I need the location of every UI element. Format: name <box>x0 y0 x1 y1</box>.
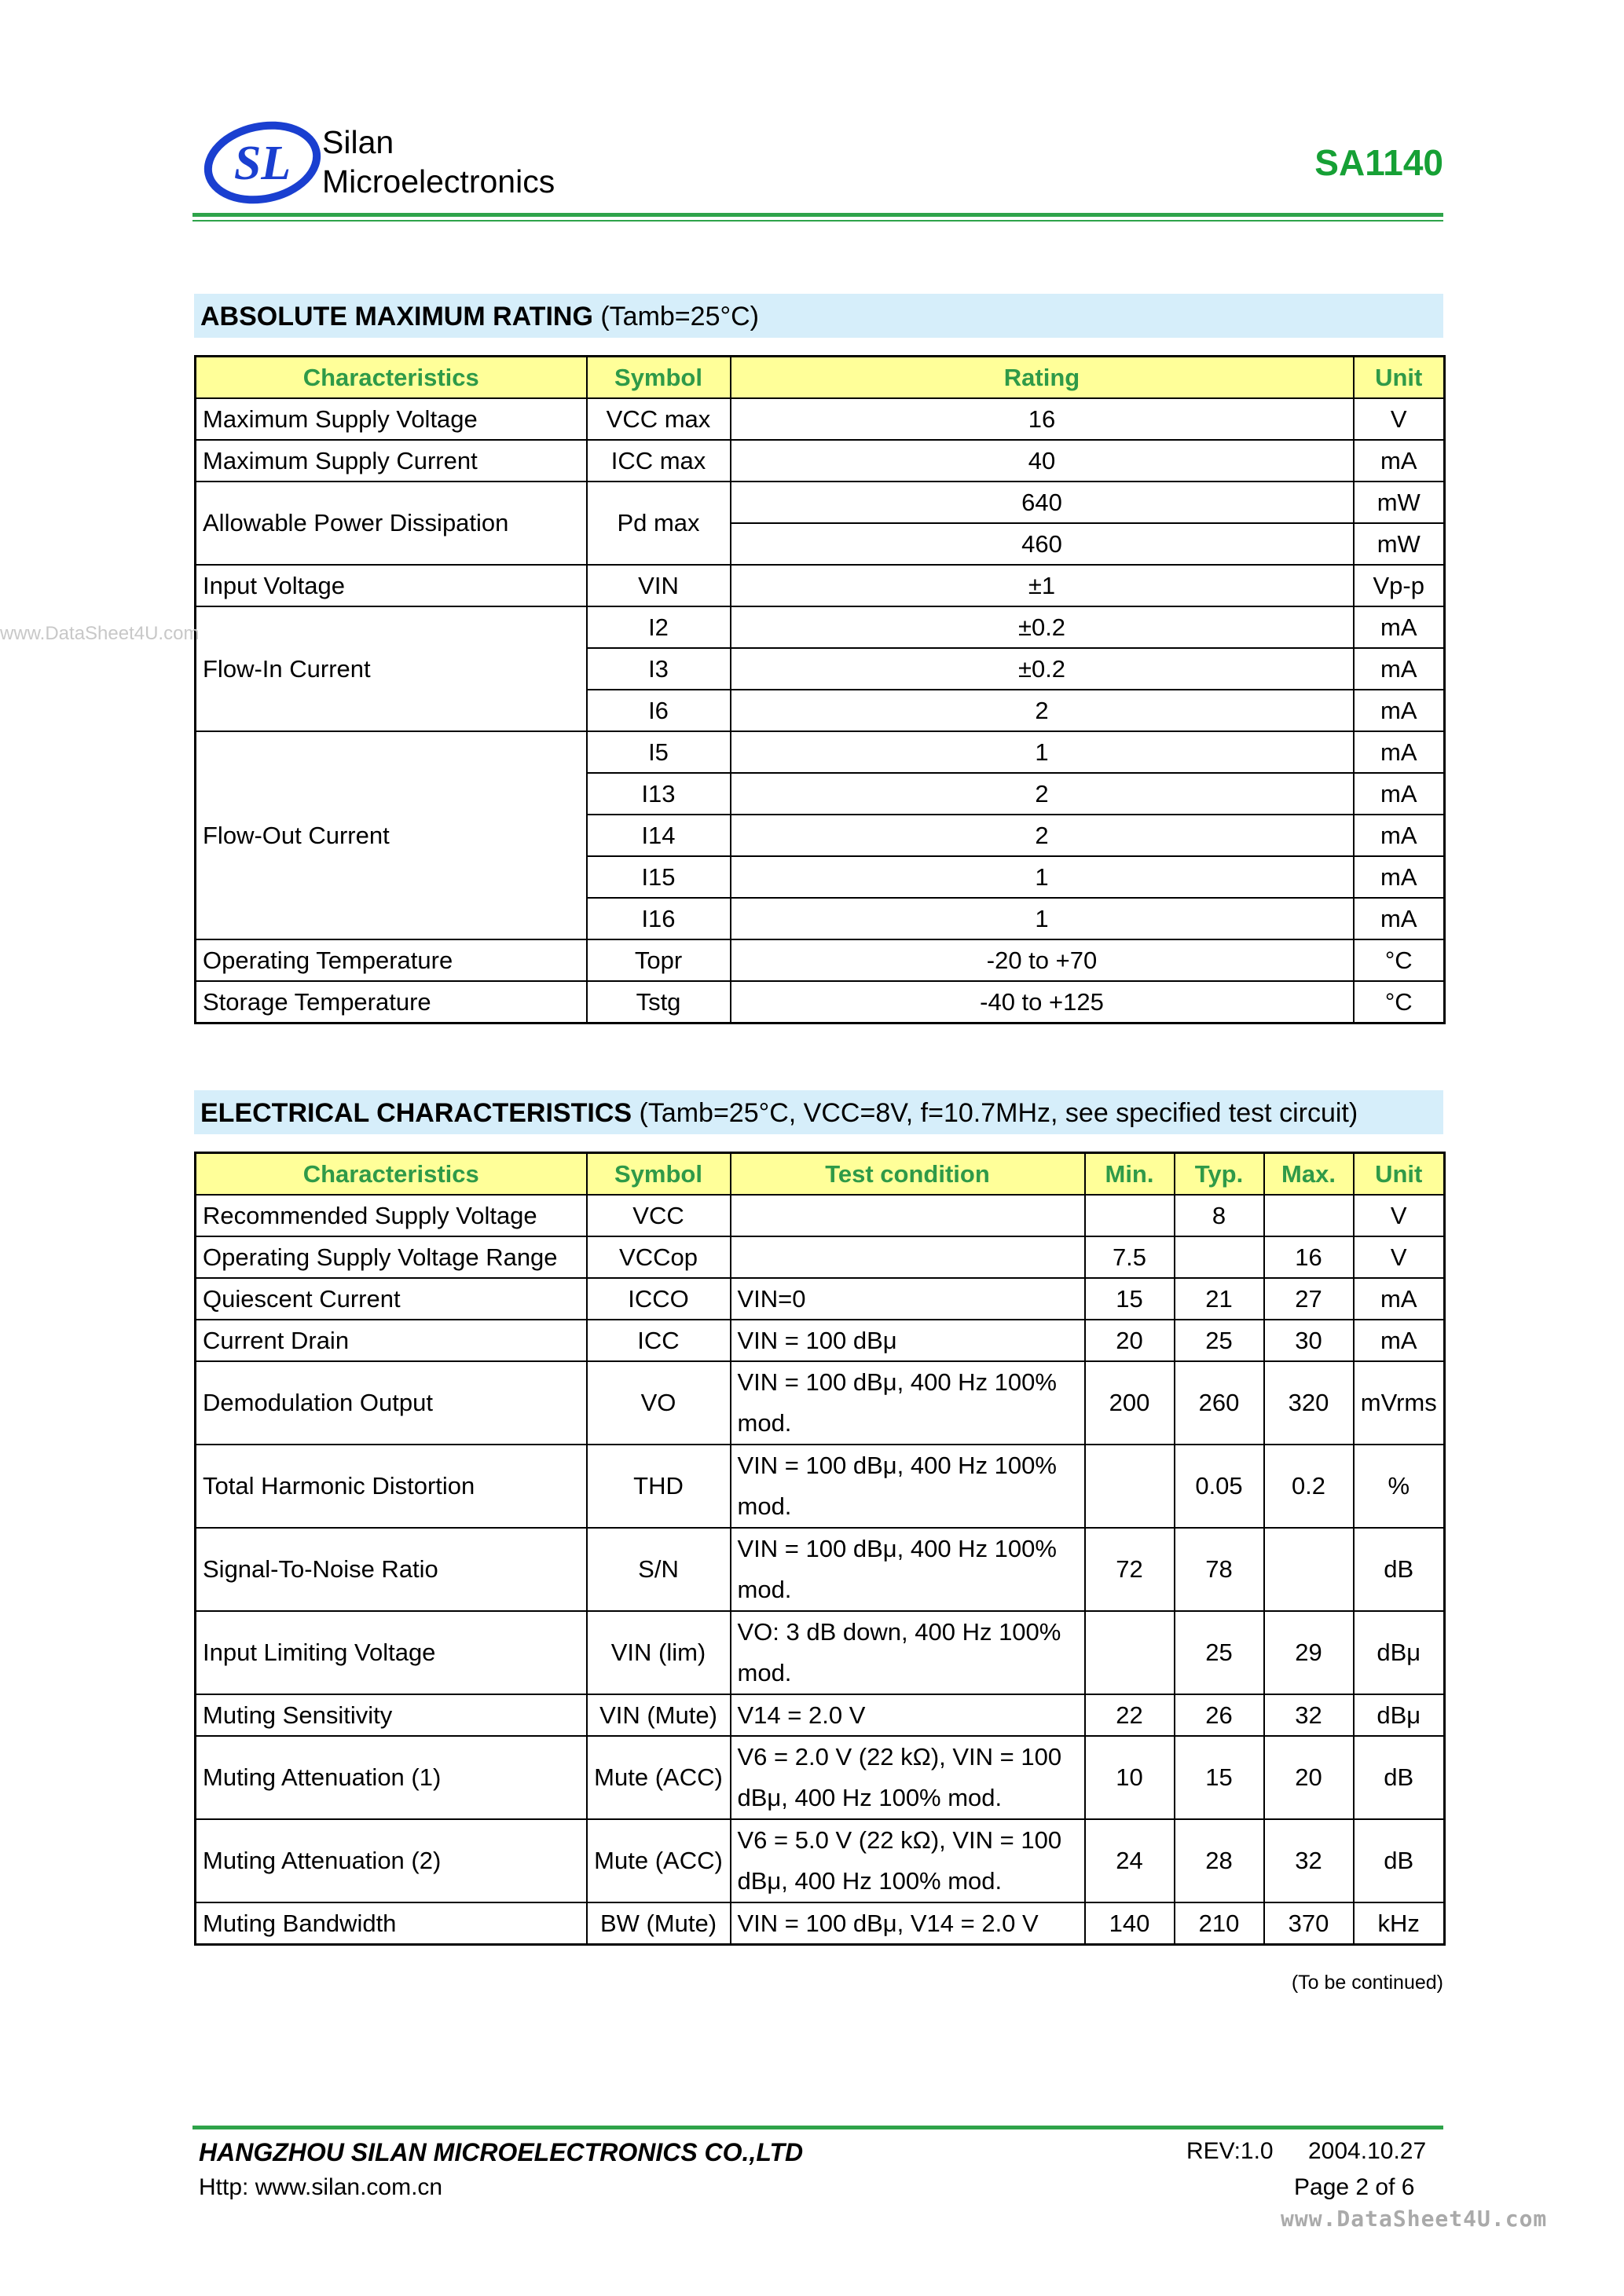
char-cell: Storage Temperature <box>196 981 587 1023</box>
symbol-cell: VO <box>587 1361 731 1445</box>
rating-cell: ±0.2 <box>731 606 1354 648</box>
ec-header-row <box>196 1153 1445 1196</box>
unit-cell: mA <box>1354 898 1445 939</box>
ec-title: ELECTRICAL CHARACTERISTICS <box>200 1098 632 1128</box>
symbol-cell: VCCop <box>587 1236 731 1278</box>
table-row <box>196 1528 1445 1611</box>
min-cell: 20 <box>1085 1320 1175 1361</box>
char-cell: Operating Temperature <box>196 939 587 981</box>
unit-cell: mA <box>1354 1320 1445 1361</box>
unit-cell: % <box>1354 1445 1445 1528</box>
ec-table <box>194 1152 1446 1946</box>
ec-header-test-condition: Test condition <box>731 1153 1085 1196</box>
char-cell: Muting Attenuation (1) <box>196 1736 587 1819</box>
unit-cell: Vp-p <box>1354 565 1445 606</box>
unit-cell: mA <box>1354 606 1445 648</box>
typ-cell: 210 <box>1175 1902 1264 1945</box>
company-name-line1: Silan <box>322 124 394 160</box>
max-cell: 320 <box>1264 1361 1354 1445</box>
char-cell: Input Voltage <box>196 565 587 606</box>
unit-cell: °C <box>1354 939 1445 981</box>
table-row <box>196 398 1445 440</box>
char-cell: Input Limiting Voltage <box>196 1611 587 1694</box>
table-row <box>196 1236 1445 1278</box>
unit-cell: dBμ <box>1354 1611 1445 1694</box>
rating-cell: 1 <box>731 898 1354 939</box>
amr-header-unit: Unit <box>1354 357 1445 399</box>
condition-cell: VIN = 100 dBμ, V14 = 2.0 V <box>731 1902 1085 1945</box>
unit-cell: dB <box>1354 1736 1445 1819</box>
max-cell: 32 <box>1264 1694 1354 1736</box>
amr-title: ABSOLUTE MAXIMUM RATING <box>200 302 593 331</box>
symbol-cell: I13 <box>587 773 731 815</box>
rating-cell: ±0.2 <box>731 648 1354 690</box>
unit-cell: mA <box>1354 648 1445 690</box>
max-cell <box>1264 1528 1354 1611</box>
footer-date: 2004.10.27 <box>1308 2138 1427 2164</box>
symbol-cell: Pd max <box>587 482 731 565</box>
min-cell <box>1085 1445 1175 1528</box>
char-cell: Flow-Out Current <box>196 731 587 939</box>
table-row <box>196 1736 1445 1819</box>
amr-banner <box>194 294 1443 338</box>
ec-header-unit: Unit <box>1354 1153 1445 1196</box>
char-cell: Maximum Supply Voltage <box>196 398 587 440</box>
unit-cell: mW <box>1354 523 1445 565</box>
min-cell: 24 <box>1085 1819 1175 1902</box>
rating-cell: 1 <box>731 731 1354 773</box>
unit-cell: mA <box>1354 773 1445 815</box>
rating-cell: ±1 <box>731 565 1354 606</box>
table-row <box>196 1819 1445 1902</box>
min-cell: 15 <box>1085 1278 1175 1320</box>
symbol-cell: VIN <box>587 565 731 606</box>
char-cell: Operating Supply Voltage Range <box>196 1236 587 1278</box>
footer-url[interactable]: Http: www.silan.com.cn <box>199 2174 443 2200</box>
ec-header-characteristics: Characteristics <box>196 1153 587 1196</box>
amr-header-characteristics: Characteristics <box>196 357 587 399</box>
char-cell: Demodulation Output <box>196 1361 587 1445</box>
symbol-cell: I16 <box>587 898 731 939</box>
symbol-cell: THD <box>587 1445 731 1528</box>
symbol-cell: ICCO <box>587 1278 731 1320</box>
min-cell: 140 <box>1085 1902 1175 1945</box>
table-row <box>196 1195 1445 1236</box>
table-row <box>196 1320 1445 1361</box>
footer-page-number: Page 2 of 6 <box>1294 2174 1415 2200</box>
condition-cell: V14 = 2.0 V <box>731 1694 1085 1736</box>
symbol-cell: VCC max <box>587 398 731 440</box>
unit-cell: V <box>1354 1195 1445 1236</box>
rating-cell: 16 <box>731 398 1354 440</box>
table-row <box>196 1611 1445 1694</box>
char-cell: Muting Bandwidth <box>196 1902 587 1945</box>
unit-cell: V <box>1354 1236 1445 1278</box>
table-row <box>196 981 1445 1023</box>
silan-sl-logo <box>203 119 322 206</box>
typ-cell: 78 <box>1175 1528 1264 1611</box>
typ-cell: 25 <box>1175 1611 1264 1694</box>
max-cell: 20 <box>1264 1736 1354 1819</box>
typ-cell <box>1175 1236 1264 1278</box>
ec-header-min: Min. <box>1085 1153 1175 1196</box>
part-number: SA1140 <box>1314 142 1443 183</box>
min-cell <box>1085 1195 1175 1236</box>
char-cell: Current Drain <box>196 1320 587 1361</box>
continued-note: (To be continued) <box>1291 1972 1443 1994</box>
symbol-cell: I5 <box>587 731 731 773</box>
unit-cell: dB <box>1354 1819 1445 1902</box>
amr-condition: (Tamb=25°C) <box>592 302 759 331</box>
max-cell: 32 <box>1264 1819 1354 1902</box>
ec-header-max: Max. <box>1264 1153 1354 1196</box>
unit-cell: mA <box>1354 731 1445 773</box>
header-rule <box>192 213 1443 217</box>
symbol-cell: I3 <box>587 648 731 690</box>
condition-cell: VIN = 100 dBμ, 400 Hz 100% mod. <box>731 1528 1085 1611</box>
symbol-cell: I2 <box>587 606 731 648</box>
rating-cell: 460 <box>731 523 1354 565</box>
rating-cell: 1 <box>731 856 1354 898</box>
rating-cell: 40 <box>731 440 1354 482</box>
min-cell: 200 <box>1085 1361 1175 1445</box>
amr-header-row <box>196 357 1445 399</box>
rating-cell: 2 <box>731 773 1354 815</box>
company-name-line2: Microelectronics <box>322 163 555 200</box>
max-cell: 370 <box>1264 1902 1354 1945</box>
symbol-cell: I15 <box>587 856 731 898</box>
unit-cell: kHz <box>1354 1902 1445 1945</box>
condition-cell: V6 = 5.0 V (22 kΩ), VIN = 100 dBμ, 400 Hz 100% mod. <box>731 1819 1085 1902</box>
typ-cell: 28 <box>1175 1819 1264 1902</box>
char-cell: Muting Attenuation (2) <box>196 1819 587 1902</box>
ec-header-typ: Typ. <box>1175 1153 1264 1196</box>
table-row <box>196 1902 1445 1945</box>
symbol-cell: ICC <box>587 1320 731 1361</box>
condition-cell: VO: 3 dB down, 400 Hz 100% mod. <box>731 1611 1085 1694</box>
typ-cell: 0.05 <box>1175 1445 1264 1528</box>
condition-cell: VIN=0 <box>731 1278 1085 1320</box>
min-cell <box>1085 1611 1175 1694</box>
footer-company: HANGZHOU SILAN MICROELECTRONICS CO.,LTD <box>199 2138 804 2166</box>
char-cell: Muting Sensitivity <box>196 1694 587 1736</box>
symbol-cell: Mute (ACC) <box>587 1819 731 1902</box>
min-cell: 10 <box>1085 1736 1175 1819</box>
condition-cell <box>731 1236 1085 1278</box>
footer-revision: REV:1.0 <box>1186 2138 1274 2164</box>
unit-cell: dBμ <box>1354 1694 1445 1736</box>
unit-cell: mA <box>1354 815 1445 856</box>
unit-cell: mA <box>1354 440 1445 482</box>
table-row <box>196 731 1445 773</box>
amr-header-rating: Rating <box>731 357 1354 399</box>
max-cell: 29 <box>1264 1611 1354 1694</box>
typ-cell: 260 <box>1175 1361 1264 1445</box>
rating-cell: 640 <box>731 482 1354 523</box>
condition-cell: VIN = 100 dBμ, 400 Hz 100% mod. <box>731 1361 1085 1445</box>
table-row <box>196 1694 1445 1736</box>
symbol-cell: I14 <box>587 815 731 856</box>
min-cell: 22 <box>1085 1694 1175 1736</box>
table-row <box>196 482 1445 523</box>
char-cell: Maximum Supply Current <box>196 440 587 482</box>
char-cell: Quiescent Current <box>196 1278 587 1320</box>
symbol-cell: VCC <box>587 1195 731 1236</box>
watermark-side: www.DataSheet4U.com <box>0 623 200 644</box>
table-row <box>196 606 1445 648</box>
footer-rule <box>192 2126 1443 2129</box>
char-cell: Flow-In Current <box>196 606 587 731</box>
ec-banner <box>194 1090 1443 1134</box>
header-rule-thin <box>192 220 1443 222</box>
rating-cell: -40 to +125 <box>731 981 1354 1023</box>
condition-cell: VIN = 100 dBμ, 400 Hz 100% mod. <box>731 1445 1085 1528</box>
condition-cell: VIN = 100 dBμ <box>731 1320 1085 1361</box>
symbol-cell: VIN (Mute) <box>587 1694 731 1736</box>
amr-header-symbol: Symbol <box>587 357 731 399</box>
symbol-cell: Topr <box>587 939 731 981</box>
table-row <box>196 939 1445 981</box>
char-cell: Signal-To-Noise Ratio <box>196 1528 587 1611</box>
symbol-cell: VIN (lim) <box>587 1611 731 1694</box>
symbol-cell: I6 <box>587 690 731 731</box>
typ-cell: 25 <box>1175 1320 1264 1361</box>
symbol-cell: BW (Mute) <box>587 1902 731 1945</box>
svg-text:SL: SL <box>233 137 291 190</box>
unit-cell: °C <box>1354 981 1445 1023</box>
table-row <box>196 565 1445 606</box>
table-row <box>196 1445 1445 1528</box>
unit-cell: mA <box>1354 1278 1445 1320</box>
max-cell: 27 <box>1264 1278 1354 1320</box>
condition-cell: V6 = 2.0 V (22 kΩ), VIN = 100 dBμ, 400 Hz 100% mod. <box>731 1736 1085 1819</box>
char-cell: Total Harmonic Distortion <box>196 1445 587 1528</box>
unit-cell: dB <box>1354 1528 1445 1611</box>
ec-header-symbol: Symbol <box>587 1153 731 1196</box>
watermark-bottom: www.DataSheet4U.com <box>1281 2206 1548 2232</box>
symbol-cell: S/N <box>587 1528 731 1611</box>
table-row <box>196 440 1445 482</box>
max-cell: 0.2 <box>1264 1445 1354 1528</box>
symbol-cell: Tstg <box>587 981 731 1023</box>
unit-cell: mW <box>1354 482 1445 523</box>
typ-cell: 26 <box>1175 1694 1264 1736</box>
min-cell: 7.5 <box>1085 1236 1175 1278</box>
max-cell: 30 <box>1264 1320 1354 1361</box>
unit-cell: V <box>1354 398 1445 440</box>
typ-cell: 8 <box>1175 1195 1264 1236</box>
symbol-cell: Mute (ACC) <box>587 1736 731 1819</box>
min-cell: 72 <box>1085 1528 1175 1611</box>
char-cell: Allowable Power Dissipation <box>196 482 587 565</box>
unit-cell: mA <box>1354 690 1445 731</box>
unit-cell: mVrms <box>1354 1361 1445 1445</box>
condition-cell <box>731 1195 1085 1236</box>
max-cell <box>1264 1195 1354 1236</box>
typ-cell: 21 <box>1175 1278 1264 1320</box>
char-cell: Recommended Supply Voltage <box>196 1195 587 1236</box>
symbol-cell: ICC max <box>587 440 731 482</box>
rating-cell: -20 to +70 <box>731 939 1354 981</box>
ec-table-body <box>196 1195 1445 1945</box>
rating-cell: 2 <box>731 815 1354 856</box>
table-row <box>196 1278 1445 1320</box>
typ-cell: 15 <box>1175 1736 1264 1819</box>
rating-cell: 2 <box>731 690 1354 731</box>
amr-table <box>194 355 1446 1024</box>
max-cell: 16 <box>1264 1236 1354 1278</box>
table-row <box>196 1361 1445 1445</box>
unit-cell: mA <box>1354 856 1445 898</box>
ec-condition: (Tamb=25°C, VCC=8V, f=10.7MHz, see specified test circuit) <box>632 1098 1358 1128</box>
